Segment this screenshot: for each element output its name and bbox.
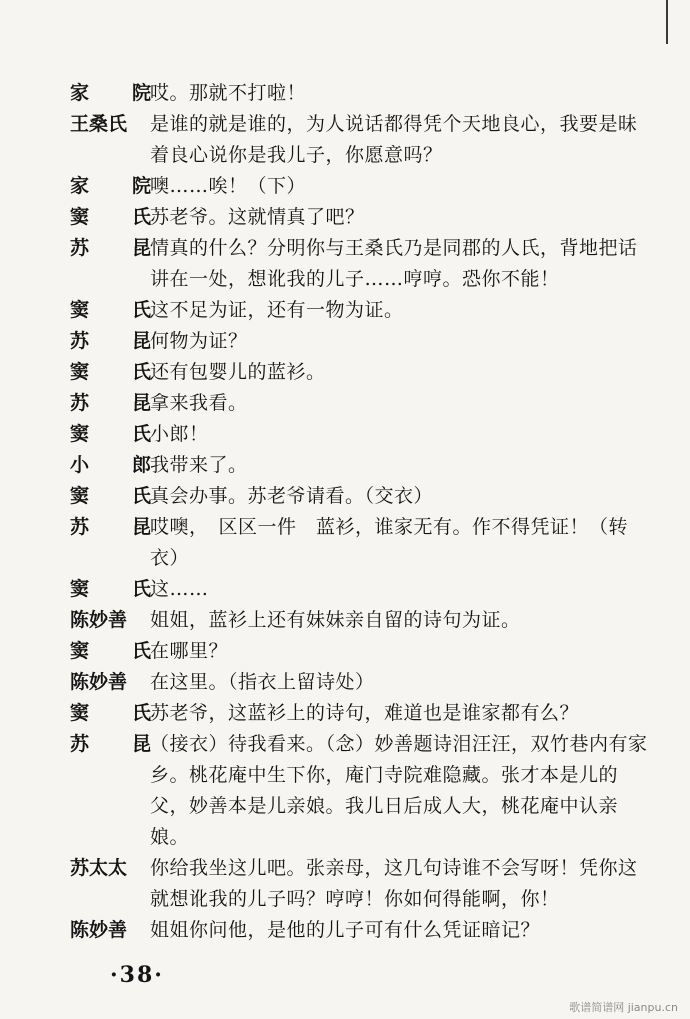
- speech-text: 哎噢， 区区一件 蓝衫，谁家无有。作不得凭证！（转衣）: [150, 516, 629, 569]
- speaker-name: 窦 氏: [70, 578, 164, 600]
- dialogue-line: [0, 233, 690, 295]
- dialogue-line: [0, 667, 690, 698]
- page-edge-rule: [666, 0, 668, 44]
- dialogue-line: [0, 295, 690, 326]
- speech-text: 这……: [150, 578, 209, 600]
- speaker-name: 窦 氏: [70, 702, 164, 724]
- dialogue-line: [0, 605, 690, 636]
- speech-text: 你给我坐这儿吧。张亲母，这几句诗谁不会写呀！凭你这就想讹我的儿子吗？哼哼！你如何得能啊，你！: [150, 857, 638, 910]
- speech-text: 噢……唉！（下）: [150, 175, 307, 197]
- dialogue-line: [0, 698, 690, 729]
- dialogue-line: [0, 109, 690, 171]
- watermark: 歌谱简谱网 jianpu.cn: [569, 1001, 678, 1014]
- speech-text: 小郎！: [150, 423, 209, 445]
- speech-text: 姐姐，蓝衫上还有妹妹亲自留的诗句为证。: [150, 609, 521, 631]
- page-number: ·38·: [110, 962, 164, 988]
- dialogue-line: [0, 636, 690, 667]
- speech-text: 苏老爷，这蓝衫上的诗句，难道也是谁家都有么？: [150, 702, 580, 724]
- script-body: [0, 78, 690, 946]
- speech-text: （接衣）待我看来。（念）妙善题诗泪汪汪，双竹巷内有家乡。桃花庵中生下你，庵门寺院难隐藏。张才本是儿的父，妙善本是儿亲娘。我儿日后成人大，桃花庵中认亲娘。: [150, 733, 648, 848]
- dialogue-line: [0, 419, 690, 450]
- speech-text: 在哪里？: [150, 640, 229, 662]
- speech-text: 拿来我看。: [150, 392, 248, 414]
- speech-text: 苏老爷。这就情真了吧？: [150, 206, 365, 228]
- speech-text: 这不足为证，还有一物为证。: [150, 299, 404, 321]
- dialogue-line: [0, 171, 690, 202]
- dialogue-line: [0, 326, 690, 357]
- speech-text: 是谁的就是谁的，为人说话都得凭个天地良心，我要是昧着良心说你是我儿子，你愿意吗？: [150, 113, 638, 166]
- speaker-name: 苏 昆: [70, 516, 164, 538]
- speaker-name: 陈妙善: [70, 609, 128, 631]
- dialogue-line: [0, 357, 690, 388]
- speech-text: 我带来了。: [150, 454, 248, 476]
- dialogue-line: [0, 78, 690, 109]
- speech-text: 真会办事。苏老爷请看。（交衣）: [150, 485, 434, 507]
- speaker-name: 苏 昆: [70, 330, 164, 352]
- speaker-name: 小 郎: [70, 454, 164, 476]
- dialogue-line: [0, 512, 690, 574]
- speaker-name: 苏 昆: [70, 733, 164, 755]
- speaker-name: 家 院: [70, 82, 164, 104]
- speech-text: 姐姐你问他，是他的儿子可有什么凭证暗记？: [150, 919, 541, 941]
- speaker-name: 窦 氏: [70, 206, 164, 228]
- speaker-name: 窦 氏: [70, 423, 164, 445]
- dialogue-line: [0, 729, 690, 853]
- speaker-name: 窦 氏: [70, 485, 164, 507]
- dialogue-line: [0, 202, 690, 233]
- speech-text: 情真的什么？分明你与王桑氏乃是同郡的人氏，背地把话讲在一处，想讹我的儿子……哼哼。恐你不能！: [150, 237, 638, 290]
- dialogue-line: [0, 450, 690, 481]
- speech-text: 还有包婴儿的蓝衫。: [150, 361, 326, 383]
- speaker-name: 陈妙善: [70, 671, 128, 693]
- speech-text: 哎。那就不打啦！: [150, 82, 307, 104]
- speaker-name: 苏 昆: [70, 392, 164, 414]
- dialogue-line: [0, 481, 690, 512]
- speaker-name: 窦 氏: [70, 361, 164, 383]
- speaker-name: 窦 氏: [70, 299, 164, 321]
- dialogue-line: [0, 915, 690, 946]
- speech-text: 在这里。（指衣上留诗处）: [150, 671, 375, 693]
- speaker-name: 窦 氏: [70, 640, 164, 662]
- dialogue-line: [0, 853, 690, 915]
- speaker-name: 苏 昆: [70, 237, 164, 259]
- speaker-name: 苏太太: [70, 857, 128, 879]
- speaker-name: 王桑氏: [70, 113, 128, 135]
- dialogue-line: [0, 388, 690, 419]
- speaker-name: 家 院: [70, 175, 164, 197]
- speaker-name: 陈妙善: [70, 919, 128, 941]
- dialogue-line: [0, 574, 690, 605]
- speech-text: 何物为证？: [150, 330, 248, 352]
